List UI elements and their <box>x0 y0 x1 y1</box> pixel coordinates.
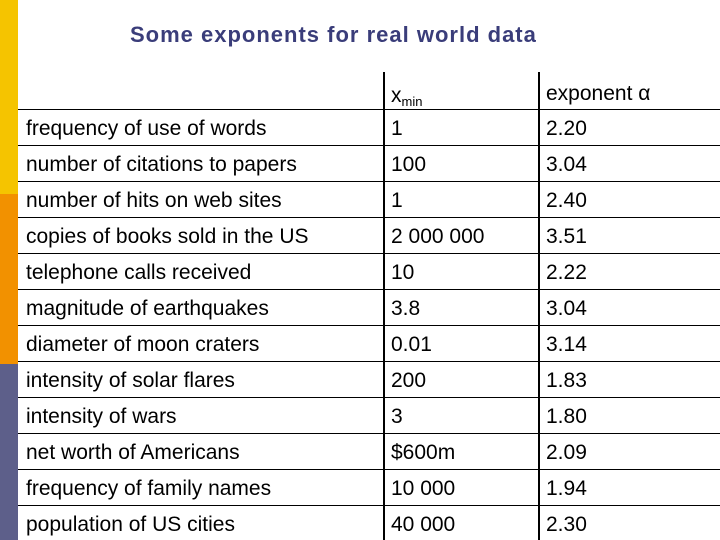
table-cell-quantity: intensity of wars <box>26 405 177 428</box>
table-cell-xmin: 0.01 <box>391 333 432 356</box>
table-cell-exponent: 3.14 <box>546 333 587 356</box>
sidebar-yellow-segment <box>0 0 18 194</box>
row-divider <box>18 253 720 254</box>
table-cell-exponent: 1.80 <box>546 405 587 428</box>
table-cell-exponent: 1.94 <box>546 477 587 500</box>
table-cell-xmin: 1 <box>391 189 403 212</box>
table-cell-xmin: 40 000 <box>391 513 456 536</box>
table-cell-xmin: 1 <box>391 117 403 140</box>
sidebar-orange-segment <box>0 194 18 364</box>
table-cell-quantity: diameter of moon craters <box>26 333 260 356</box>
row-divider <box>18 217 720 218</box>
table-cell-exponent: 2.40 <box>546 189 587 212</box>
slide-title: Some exponents for real world data <box>130 22 537 47</box>
row-divider <box>18 397 720 398</box>
table-cell-xmin: 10 000 <box>391 477 456 500</box>
table-cell-quantity: telephone calls received <box>26 261 252 284</box>
table-cell-quantity: frequency of family names <box>26 477 272 500</box>
table-cell-quantity: frequency of use of words <box>26 117 267 140</box>
table-cell-quantity: magnitude of earthquakes <box>26 297 269 320</box>
table-cell-xmin: $600m <box>391 441 456 464</box>
table-cell-exponent: 2.22 <box>546 261 587 284</box>
table-cell-exponent: 3.51 <box>546 225 587 248</box>
header-exponent: exponent α <box>546 82 651 105</box>
row-divider <box>18 469 720 470</box>
table-cell-xmin: 100 <box>391 153 427 176</box>
table-cell-xmin: 3 <box>391 405 403 428</box>
table-cell-quantity: population of US cities <box>26 513 235 536</box>
row-divider <box>18 361 720 362</box>
table-cell-xmin: 200 <box>391 369 427 392</box>
row-divider <box>18 109 720 110</box>
table-cell-exponent: 3.04 <box>546 297 587 320</box>
table-cell-quantity: net worth of Americans <box>26 441 240 464</box>
table-cell-exponent: 1.83 <box>546 369 587 392</box>
row-divider <box>18 289 720 290</box>
row-divider <box>18 433 720 434</box>
table-cell-exponent: 3.04 <box>546 153 587 176</box>
table-cell-xmin: 2 000 000 <box>391 225 485 248</box>
header-xmin: $x_{min}$ <box>391 84 423 109</box>
sidebar-slate-segment <box>0 364 18 540</box>
row-divider <box>18 181 720 182</box>
table-cell-xmin: 10 <box>391 261 415 284</box>
table-cell-quantity: number of citations to papers <box>26 153 297 176</box>
table-cell-exponent: 2.09 <box>546 441 587 464</box>
row-divider <box>18 505 720 506</box>
table-cell-quantity: number of hits on web sites <box>26 189 282 212</box>
table-cell-xmin: 3.8 <box>391 297 421 320</box>
table-cell-quantity: intensity of solar flares <box>26 369 235 392</box>
table-cell-quantity: copies of books sold in the US <box>26 225 309 248</box>
row-divider <box>18 325 720 326</box>
row-divider <box>18 145 720 146</box>
table-cell-exponent: 2.30 <box>546 513 587 536</box>
table-cell-exponent: 2.20 <box>546 117 587 140</box>
decorative-sidebar <box>0 0 18 540</box>
